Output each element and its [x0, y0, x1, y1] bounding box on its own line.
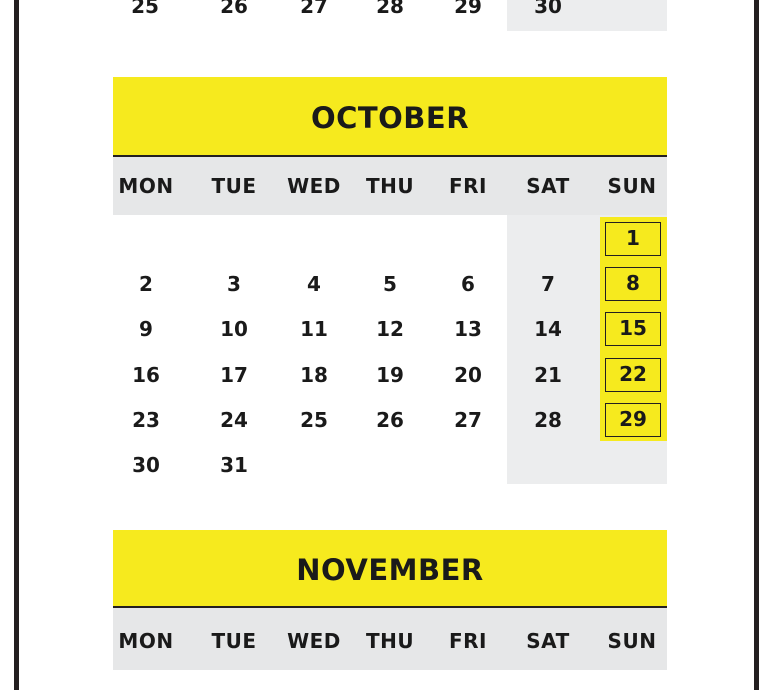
sunday-date-box: 15 [605, 312, 661, 346]
weekday-header-november [113, 608, 667, 670]
weekday-tue: TUE [211, 174, 257, 198]
prev-day-26: 26 [220, 0, 248, 18]
weekday-sat: SAT [526, 629, 570, 653]
day-cell: 14 [534, 317, 562, 341]
day-cell: 27 [454, 408, 482, 432]
weekday-fri: FRI [448, 629, 487, 653]
prev-day-30: 30 [534, 0, 562, 18]
weekday-tue: TUE [211, 629, 257, 653]
day-cell: 3 [227, 272, 241, 296]
day-cell: 17 [220, 363, 248, 387]
prev-day-29: 29 [454, 0, 482, 18]
day-cell: 20 [454, 363, 482, 387]
day-cell: 16 [132, 363, 160, 387]
weekday-header-october [113, 157, 667, 215]
day-cell: 19 [376, 363, 404, 387]
month-title-november: NOVEMBER [113, 530, 667, 608]
day-cell: 13 [454, 317, 482, 341]
sunday-date-box: 8 [605, 267, 661, 301]
day-cell: 26 [376, 408, 404, 432]
weekday-wed: WED [287, 174, 341, 198]
weekday-thu: THU [365, 629, 415, 653]
day-cell: 18 [300, 363, 328, 387]
prev-day-28: 28 [376, 0, 404, 18]
sunday-date-box: 22 [605, 358, 661, 392]
prev-day-27: 27 [300, 0, 328, 18]
day-cell: 9 [139, 317, 153, 341]
weekday-fri: FRI [448, 174, 487, 198]
day-cell: 11 [300, 317, 328, 341]
month-title-october: OCTOBER [113, 77, 667, 157]
weekday-sun: SUN [607, 629, 657, 653]
day-cell: 28 [534, 408, 562, 432]
day-cell: 10 [220, 317, 248, 341]
day-cell: 24 [220, 408, 248, 432]
day-cell: 2 [139, 272, 153, 296]
weekday-thu: THU [365, 174, 415, 198]
day-cell: 30 [132, 453, 160, 477]
prev-day-25: 25 [131, 0, 159, 18]
day-cell: 4 [307, 272, 321, 296]
day-cell: 31 [220, 453, 248, 477]
weekday-wed: WED [287, 629, 341, 653]
day-cell: 25 [300, 408, 328, 432]
day-cell: 23 [132, 408, 160, 432]
day-cell: 7 [541, 272, 555, 296]
day-cell: 6 [461, 272, 475, 296]
day-cell: 12 [376, 317, 404, 341]
weekday-mon: MON [118, 174, 174, 198]
weekday-sat: SAT [526, 174, 570, 198]
day-cell: 21 [534, 363, 562, 387]
sunday-date-box: 29 [605, 403, 661, 437]
day-cell: 5 [383, 272, 397, 296]
weekday-mon: MON [118, 629, 174, 653]
weekday-sun: SUN [607, 174, 657, 198]
sunday-date-box: 1 [605, 222, 661, 256]
